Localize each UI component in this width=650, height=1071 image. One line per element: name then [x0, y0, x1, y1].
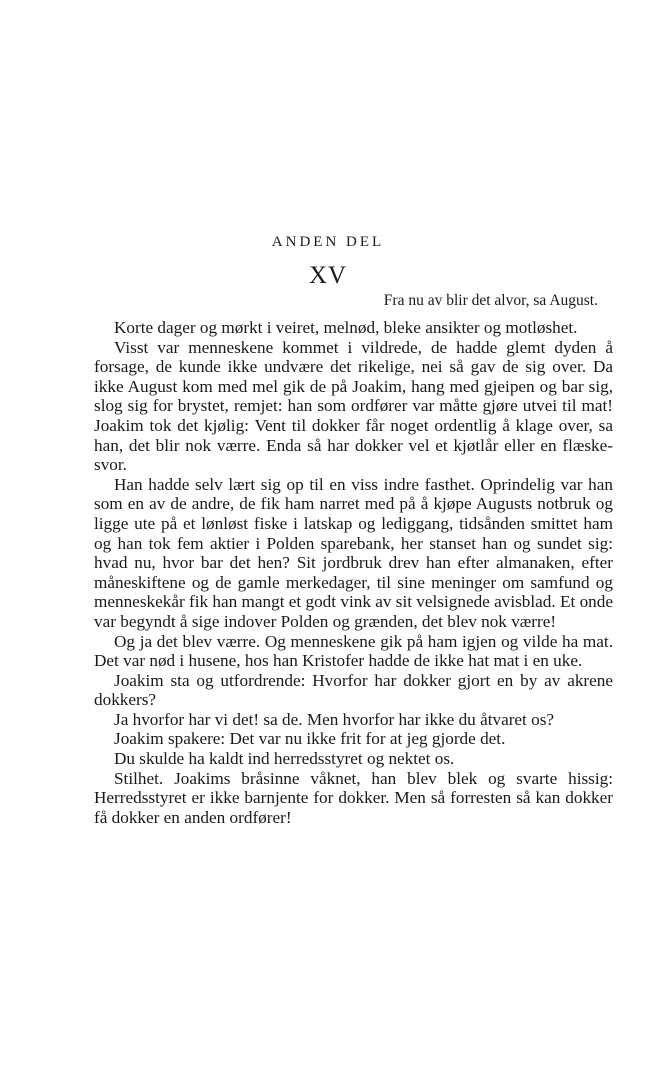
paragraph-7: Joakim spakere: Det var nu ikke frit for at jeg gjorde det.: [114, 729, 506, 749]
paragraph-2: Visst var menneskene kommet i vildrede, de hadde glemt dyden å forsage, de kunde ikke undvære det rikelige, nei så gav de sig over. Da ikke August kom med mel gik de på Joakim, hang med gjeipen og bar sig, slog sig for brystet, remjet: han som ordfører var måtte gjøre utvei til mat! Joakim tok det kjølig: Vent til dokker får noget ordentlig å klage over, sa han, det blir nok værre. Enda så har dokker vel et kjøtlår eller en flæskesvor.: [94, 337, 613, 475]
paragraph-9: Stilhet. Joakims bråsinne våknet, han blev blek og svarte hissig: Herredsstyret er ikke barnjente for dokker. Men så forresten så kan dokker få dokker en anden ordfører!: [94, 768, 613, 827]
chapter-body: [94, 318, 613, 827]
part-heading: ANDEN DEL: [271, 234, 385, 250]
paragraph-6: Ja hvorfor har vi det! sa de. Men hvorfor har ikke du åtvaret os?: [114, 709, 555, 729]
paragraph-8: Du skulde ha kaldt ind herredsstyret og nektet os.: [114, 749, 455, 769]
chapter-heading: XV: [308, 262, 348, 289]
paragraph-1: Korte dager og mørkt i veiret, melnød, bleke ansikter og motløshet.: [114, 318, 578, 337]
paragraph-4: Og ja det blev værre. Og menneskene gik på ham igjen og vilde ha mat. Det var nød i husene, hos han Kristofer hadde de ikke hat mat i en uke.: [94, 631, 613, 671]
paragraph-3: Han hadde selv lært sig op til en viss indre fasthet. Oprindelig var han som en av de andre, de fik ham narret med på å kjøpe Augusts notbruk og ligge ute på et lønløst fiske i latskap og lediggang, tidsånden smittet ham og han tok fem aktier i Polden sparebank, her stanset han og sundet sig: hvad nu, hvor bar det hen? Sit jordbruk drev han efter almanaken, efter måneskiftene og de gamle merkedager, til sine meninger om samfund og menneskekår fik han mangt et godt vink av sit velsignede avisblad. Et onde var begyndt å sige indover Polden og grænden, det blev nok værre!: [94, 474, 613, 631]
epigraph: Fra nu av blir det alvor, sa August.: [383, 292, 598, 309]
paragraph-5: Joakim sta og utfordrende: Hvorfor har dokker gjort en by av akrene dokkers?: [94, 670, 613, 710]
